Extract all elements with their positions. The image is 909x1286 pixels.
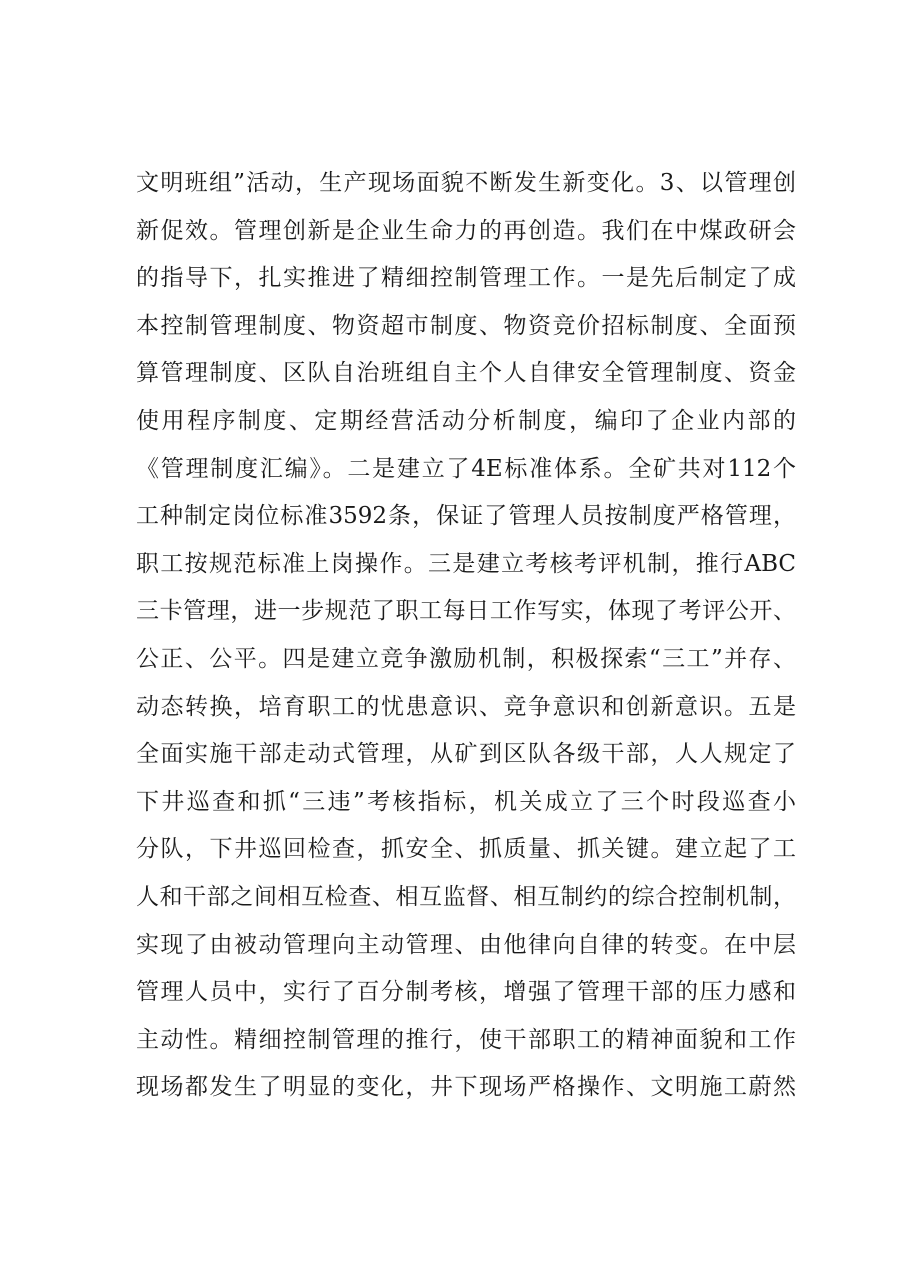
text-line: 公正、公平。四是建立竞争激励机制，积极探索“三工”并存、 [136, 645, 796, 672]
text-line: 工种制定岗位标准3592条，保证了管理人员按制度严格管理， [136, 503, 796, 530]
text-line: 使用程序制度、定期经营活动分析制度，编印了企业内部的 [136, 407, 796, 434]
text-line: 三卡管理，进一步规范了职工每日工作写实，体现了考评公开、 [136, 598, 796, 625]
text-line: 全面实施干部走动式管理，从矿到区队各级干部，人人规定了 [136, 741, 796, 768]
text-line: 实现了由被动管理向主动管理、由他律向自律的转变。在中层 [136, 931, 796, 958]
text-line: 新促效。管理创新是企业生命力的再创造。我们在中煤政研会 [136, 217, 796, 244]
text-line: 的指导下，扎实推进了精细控制管理工作。一是先后制定了成 [136, 265, 796, 292]
text-line: 算管理制度、区队自治班组自主个人自律安全管理制度、资金 [136, 360, 796, 387]
text-line: 动态转换，培育职工的忧患意识、竞争意识和创新意识。五是 [136, 693, 796, 720]
text-line: 本控制管理制度、物资超市制度、物资竞价招标制度、全面预 [136, 312, 796, 339]
text-line: 《管理制度汇编》。二是建立了4E标准体系。全矿共对112个 [136, 455, 796, 482]
text-line: 分队，下井巡回检查，抓安全、抓质量、抓关键。建立起了工 [136, 836, 796, 863]
text-line: 管理人员中，实行了百分制考核，增强了管理干部的压力感和 [136, 979, 796, 1006]
text-line: 文明班组”活动，生产现场面貌不断发生新变化。3、以管理创 [136, 170, 796, 196]
text-line: 下井巡查和抓“三违”考核指标，机关成立了三个时段巡查小 [136, 788, 796, 815]
body-text [136, 160, 796, 1112]
text-line: 职工按规范标准上岗操作。三是建立考核考评机制，推行ABC [136, 550, 796, 577]
text-line: 人和干部之间相互检查、相互监督、相互制约的综合控制机制， [136, 883, 796, 910]
text-line: 主动性。精细控制管理的推行，使干部职工的精神面貌和工作 [136, 1026, 796, 1053]
text-line: 现场都发生了明显的变化，井下现场严格操作、文明施工蔚然 [136, 1074, 796, 1101]
